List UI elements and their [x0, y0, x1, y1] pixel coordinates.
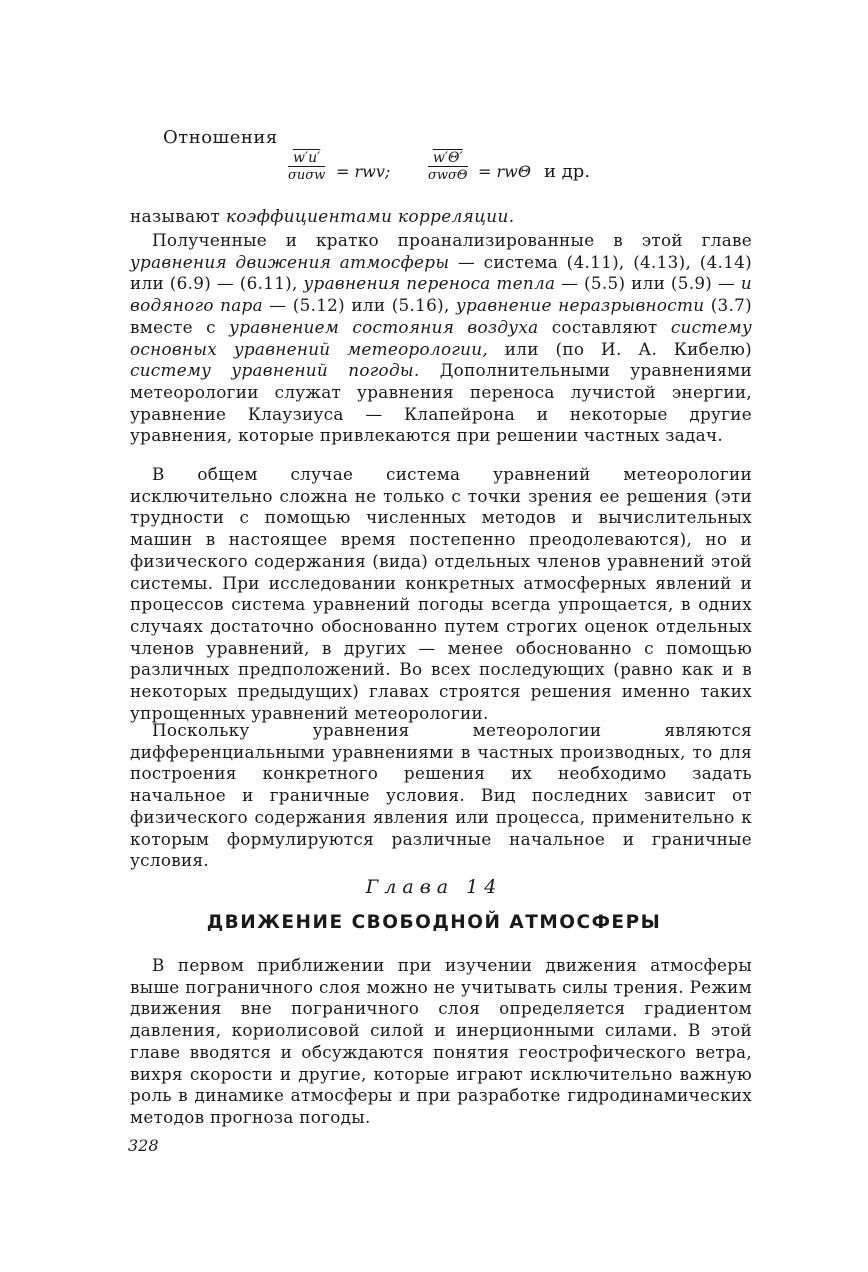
- term-heat-transfer: уравнения переноса тепла: [303, 273, 556, 294]
- text-run: — (5.12) или (5.16),: [262, 295, 456, 316]
- fraction-wtheta-numerator: w′Θ′: [432, 150, 463, 166]
- text-run: (3.7) вместе с: [130, 295, 752, 337]
- term-equation-of-state: уравнением состояния воздуха: [229, 316, 539, 337]
- fraction-wu-denominator: σuσw: [288, 168, 326, 183]
- formula-tail: и др.: [544, 161, 591, 182]
- text-run: Дополнительными уравнениями метеорологии служат уравнения переноса лучистой энергии, уравнение Клаузиуса — Клапейрона и некоторые другие уравнения, которые привлекаются при решении частных задач.: [130, 360, 752, 446]
- term-continuity: уравнение неразрывности: [455, 295, 705, 316]
- formula-rhs-2: = rwΘ: [478, 162, 531, 181]
- text-run: Полученные и кратко проанализированные в этой главе: [152, 230, 752, 250]
- term-basic-system: систему основных уравнений метеорологии,: [130, 316, 753, 359]
- page-number: 328: [128, 1136, 159, 1155]
- intro-word: Отношения: [163, 127, 278, 148]
- fraction-wu: [288, 150, 325, 183]
- term-weather-equations: систему уравнений погоды.: [130, 360, 420, 381]
- chapter-label: Глава 14: [365, 876, 503, 898]
- fraction-wu-numerator: w′u′: [292, 150, 321, 166]
- definition-prefix: называют: [130, 206, 226, 226]
- text-run: — система (4.11), (4.13), (4.14) или (6.9) — (6.11),: [130, 251, 752, 294]
- paragraph-complexity: В общем случае система уравнений метеорологии исключительно сложна не только с точки зрения ее решения (эти трудности с помощью численных методов и вычислительных машин в настоящее время постепенно преодолеваются), но и физического содержания (вида) отдельных членов уравнений этой системы. При исследовании конкретных атмосферных явлений и процессов система уравнений погоды всегда упрощается, в одних случаях достаточно обоснованно путем строгих оценок отдельных членов уравнений, в других — менее обоснованно с помощью различных предположений. Во всех последующих (равно как и в некоторых предыдущих) главах строятся решения именно таких упрощенных уравнений метеорологии.: [130, 464, 752, 723]
- definition-term: коэффициентами корреляции.: [225, 206, 515, 226]
- text-run: или (по И. А. Кибелю): [487, 338, 753, 359]
- fraction-wtheta: [428, 150, 468, 183]
- fraction-wtheta-denominator: σwσΘ: [428, 168, 468, 183]
- correlation-definition: [130, 206, 514, 226]
- text-run: — (5.5) или (5.9) —: [555, 273, 741, 294]
- correlation-formula: [288, 150, 618, 200]
- term-water-vapour: и водяного пара: [130, 273, 753, 316]
- text-run: составляют: [538, 316, 671, 337]
- formula-rhs-1: = rwv;: [336, 162, 391, 181]
- paragraph-system-of-equations: [130, 230, 752, 447]
- paragraph-chapter-intro: В первом приближении при изучении движения атмосферы выше пограничного слоя можно не учитывать силы трения. Режим движения вне пограничного слоя определяется градиентом давления, кориолисовой силой и инерционными силами. В этой главе вводятся и обсуждаются понятия геострофического ветра, вихря скорости и другие, которые играют исключительно важную роль в динамике атмосферы и при разработке гидродинамических методов прогноза погоды.: [130, 955, 752, 1127]
- paragraph-boundary-conditions: Поскольку уравнения метеорологии являются дифференциальными уравнениями в частных производных, то для построения конкретного решения их необходимо задать начальное и граничные условия. Вид последних зависит от физического содержания явления или процесса, применительно к которым формулируются различные начальное и граничные условия.: [130, 720, 752, 871]
- chapter-title: ДВИЖЕНИЕ СВОБОДНОЙ АТМОСФЕРЫ: [206, 912, 662, 933]
- term-equations-of-motion: уравнения движения атмосферы: [130, 251, 450, 272]
